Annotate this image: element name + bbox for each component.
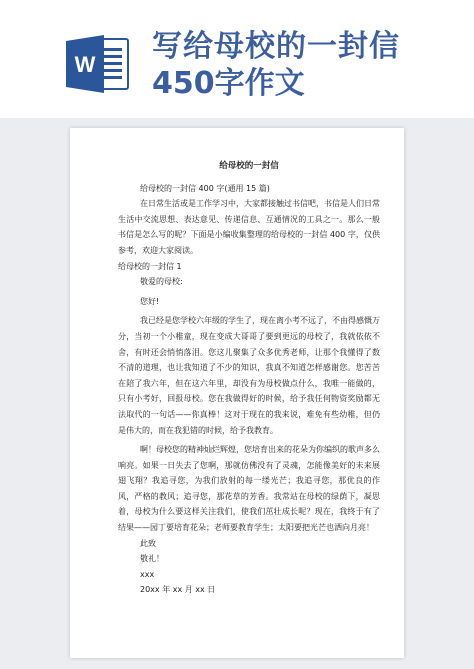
greeting: 敬爱的母校: xyxy=(140,277,183,287)
hello-line: 您好! xyxy=(140,296,160,306)
signature: xxx xyxy=(140,569,155,579)
title-line-1: 写给母校的一封信 xyxy=(152,29,400,64)
closing-line-1: 此致 xyxy=(140,538,156,548)
header-banner xyxy=(0,0,474,118)
intro-paragraph: 在日常生活或是工作学习中，大家都接触过书信吧，书信是人们日常生活中交流思想、表达意见、传递信息、互通情况的工具之一。那么一般书信是怎么写的呢？下面是小编收集整理的给母校的一封信 400 字，仅供参考，欢迎大家阅读。 xyxy=(118,199,380,255)
page-title xyxy=(152,30,472,102)
document-subtitle: 给母校的一封信 400 字(通用 15 篇) xyxy=(140,183,270,193)
document-title: 给母校的一封信 xyxy=(219,161,279,171)
document-content xyxy=(118,159,380,598)
closing-line-2: 敬礼！ xyxy=(140,554,164,564)
date-line: 20xx 年 xx 月 xx 日 xyxy=(140,585,216,595)
word-document-icon xyxy=(64,33,130,95)
body-paragraph-1: 我已经是您学校六年级的学生了，现在离小考不远了，不由得感慨万分，当初一个小稚童，现在变成大哥哥了要到更远的母校了，我就依依不舍，有时还会悄悄落泪。您这儿聚集了众多优秀老师，让那个我懂得了数不清的道理，也让我知道了不少的知识，我真不知道怎样感谢您。您苦苦在陪了我六年，但在这六年里，却没有为母校做点什么，我唯一能做的，只有小考好，回报母校。您在我做得好的时候，给予我任何物资奖励都无法取代的一句话——你真棒！这对于现在的我来说，难免有些幼稚，但仍是伟大的，而在我犯错的时候，给予我教育。 xyxy=(118,316,380,435)
logo-letter: W xyxy=(74,52,96,77)
body-paragraph-2: 啊！母校您的精神灿烂辉煌，您培育出来的花朵为你编织的歌声多么响亮。如果一日失去了您啊，那就仿佛没有了灵魂，怎能像美好的未来展翅飞翔？我追寻您，为我们放射的每一缕光芒；我追寻您，那优良的作风，严格的教风；追寻您，那花草的芳香。我常站在母校的绿荫下，凝思着，母校为什么要这样关注我们，使我们茁壮成长呢？现在，我终于有了结果——园丁要培育花朵；老师要教育学生；太阳要把光芒也洒向月亮！ xyxy=(118,445,380,533)
section-heading: 给母校的一封信 1 xyxy=(118,261,182,271)
title-line-2: 450字作文 xyxy=(152,66,305,101)
